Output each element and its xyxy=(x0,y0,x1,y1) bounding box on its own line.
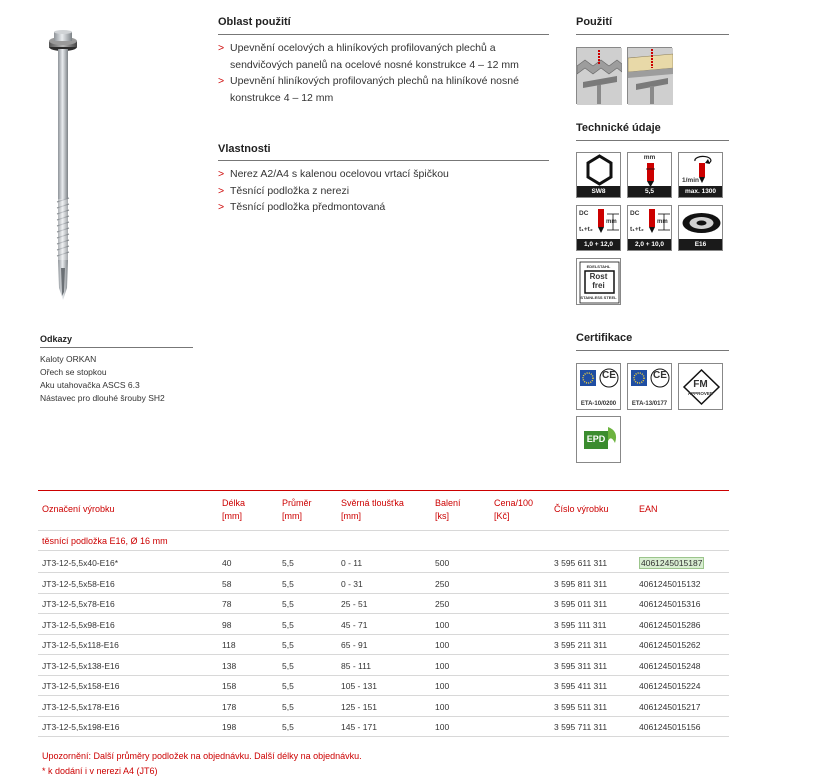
table-cell-pack xyxy=(435,578,449,590)
fm-label: FM xyxy=(693,379,708,390)
sw-value: SW8 xyxy=(577,186,620,197)
dc1-label: DC xyxy=(579,210,589,217)
drill-value: 5,5 xyxy=(628,186,671,197)
table-cell-ean xyxy=(639,721,700,733)
divider xyxy=(40,347,193,348)
cell-value: 100 xyxy=(435,660,450,671)
cell-value[interactable]: 4061245015316 xyxy=(639,599,701,609)
table-cell-clamp xyxy=(341,721,377,733)
column-header-diameter xyxy=(282,497,312,523)
reference-link[interactable]: Aku utahovačka ASCS 6.3 xyxy=(40,380,140,390)
cell-value: 5,5 xyxy=(282,578,294,589)
dc2-unit: mm xyxy=(657,219,668,225)
cell-value[interactable]: 4061245015132 xyxy=(639,578,701,589)
cell-value: JT3-12-5,5x158-E16 xyxy=(42,681,120,691)
cell-value: JT3-12-5,5x98-E16 xyxy=(42,619,115,630)
cell-value: 100 xyxy=(435,701,450,712)
table-cell-pack xyxy=(435,660,449,672)
clamping-thickness-icon xyxy=(576,205,621,251)
cell-value: 3 595 411 311 xyxy=(554,681,608,691)
washer-value: E16 xyxy=(679,239,722,250)
cell-value: JT3-12-5,5x178-E16 xyxy=(42,701,120,712)
cell-value: 58 xyxy=(222,578,232,589)
steel-profile-usage-icon xyxy=(576,47,621,104)
table-cell-name xyxy=(42,639,119,651)
cell-value: 250 xyxy=(435,578,450,589)
table-cell-clamp xyxy=(341,557,362,569)
cell-value: 138 xyxy=(222,660,237,671)
cell-value: 3 595 611 311 xyxy=(554,558,608,568)
column-header-name xyxy=(42,503,115,516)
table-cell-clamp xyxy=(341,680,377,692)
eta-number: ETA-10/0200 xyxy=(580,401,617,407)
cell-value: 158 xyxy=(222,681,237,691)
cell-value: 118 xyxy=(222,640,236,650)
table-cell-diameter xyxy=(282,721,294,733)
cell-value: 125 - 151 xyxy=(341,701,377,712)
rostfrei-line2: frei xyxy=(592,281,605,290)
divider xyxy=(38,550,729,551)
table-cell-length xyxy=(222,557,231,569)
divider xyxy=(218,160,549,161)
cell-value[interactable]: 4061245015286 xyxy=(639,619,701,630)
eta-ce-cert-icon xyxy=(576,363,621,410)
table-cell-ean xyxy=(639,598,700,610)
drill-unit: mm xyxy=(643,154,656,161)
cell-value[interactable]: 4061245015217 xyxy=(639,701,701,712)
cell-value: 3 595 011 311 xyxy=(554,599,608,609)
note-availability: Upozornění: Další průměry podložek na objednávku. Další délky na objednávku. xyxy=(42,751,362,761)
table-cell-name xyxy=(42,701,120,713)
table-cell-length xyxy=(222,660,236,672)
cell-value[interactable]: 4061245015187 xyxy=(641,558,703,568)
dc2-label: DC xyxy=(630,210,640,217)
cell-value[interactable]: 4061245015224 xyxy=(639,681,701,691)
cell-value: 100 xyxy=(435,640,450,650)
table-cell-article xyxy=(554,578,607,590)
dc2-range: 2,0 + 10,0 xyxy=(628,239,671,250)
divider xyxy=(576,34,729,35)
ce-mark: CE xyxy=(602,370,616,381)
row-divider xyxy=(38,736,729,737)
cell-value: 5,5 xyxy=(282,701,294,712)
table-cell-article xyxy=(554,680,607,692)
cell-value: 65 - 91 xyxy=(341,640,368,650)
cell-value: 3 595 111 311 xyxy=(554,619,607,630)
fm-sub: APPROVED xyxy=(687,391,714,396)
table-cell-diameter xyxy=(282,680,294,692)
cell-value: 3 595 711 311 xyxy=(554,722,608,732)
cell-value: 5,5 xyxy=(282,681,294,691)
cell-value: 145 - 171 xyxy=(341,722,377,732)
dc1-formula: t₁+t₂ xyxy=(579,226,593,233)
table-cell-diameter xyxy=(282,639,294,651)
divider xyxy=(218,34,549,35)
cell-value: JT3-12-5,5x138-E16 xyxy=(42,660,120,671)
row-divider xyxy=(38,572,729,573)
rostfrei-line1: Rost xyxy=(589,272,608,281)
header-line2: [mm] xyxy=(341,511,361,521)
table-cell-clamp xyxy=(341,639,367,651)
usage-area-list xyxy=(218,40,553,106)
row-divider xyxy=(38,675,729,676)
table-cell-ean xyxy=(639,701,700,713)
table-cell-name xyxy=(42,619,115,631)
column-header-pack xyxy=(435,497,461,523)
table-cell-clamp xyxy=(341,660,371,672)
table-cell-name xyxy=(42,598,115,610)
cell-value: 0 - 11 xyxy=(341,558,363,568)
references-title: Odkazy xyxy=(40,334,73,344)
cell-value: 5,5 xyxy=(282,619,294,630)
header-line2: [Kč] xyxy=(494,511,510,521)
header-line1: Délka xyxy=(222,498,246,508)
cell-value[interactable]: 4061245015156 xyxy=(639,722,701,732)
cell-value: JT3-12-5,5x198-E16 xyxy=(42,722,120,732)
usage-title: Použití xyxy=(576,16,613,28)
cell-value: 0 - 31 xyxy=(341,578,363,589)
reference-link[interactable]: Ořech se stopkou xyxy=(40,367,107,377)
table-cell-diameter xyxy=(282,701,294,713)
table-cell-diameter xyxy=(282,578,294,590)
cell-value: 3 595 511 311 xyxy=(554,701,608,712)
cell-value: 3 595 311 311 xyxy=(554,660,608,671)
table-cell-ean xyxy=(639,639,700,651)
group-label: těsnící podložka E16, Ø 16 mm xyxy=(42,536,168,546)
divider xyxy=(38,530,729,531)
table-cell-clamp xyxy=(341,701,377,713)
dc1-range: 1,0 + 12,0 xyxy=(577,239,620,250)
table-cell-length xyxy=(222,721,236,733)
cell-value: 198 xyxy=(222,722,237,732)
column-header-clamp xyxy=(341,497,404,523)
table-cell-clamp xyxy=(341,578,363,590)
table-cell-article xyxy=(554,660,607,672)
table-cell-ean xyxy=(639,680,700,692)
cell-value: 40 xyxy=(222,558,232,568)
reference-link[interactable]: Nástavec pro dlouhé šrouby SH2 xyxy=(40,393,165,403)
list-item: > Těsnící podložka z nerezi xyxy=(218,183,553,200)
cell-value: 5,5 xyxy=(282,640,294,650)
cell-value: JT3-12-5,5x118-E16 xyxy=(42,640,119,650)
header-line1: Balení xyxy=(435,498,461,508)
table-cell-name xyxy=(42,680,120,692)
cell-value: 250 xyxy=(435,599,450,609)
cell-value: 3 595 811 311 xyxy=(554,578,608,589)
list-item: > Upevnění ocelových a hliníkových profilovaných plechů a sendvičových panelů na ocelové nosné konstrukce 4 – 12 mm xyxy=(218,40,553,73)
row-divider xyxy=(38,634,729,635)
hex-socket-sw8-icon xyxy=(576,152,621,198)
usage-area-title: Oblast použití xyxy=(218,16,291,28)
epd-label: EPD xyxy=(586,434,606,444)
rpm-value: max. 1300 xyxy=(679,186,722,197)
cell-value: 500 xyxy=(435,558,450,568)
table-cell-diameter xyxy=(282,619,294,631)
column-header-length xyxy=(222,497,245,523)
table-cell-length xyxy=(222,619,231,631)
table-cell-pack xyxy=(435,680,449,692)
rostfrei-top: EDELSTAHL xyxy=(586,264,611,269)
cell-value: 5,5 xyxy=(282,558,294,568)
table-cell-ean xyxy=(639,557,704,569)
rpm-unit: 1/min xyxy=(682,177,699,184)
table-top-rule xyxy=(38,490,729,491)
column-header-ean xyxy=(639,503,658,516)
rostfrei-icon xyxy=(576,258,621,305)
row-divider xyxy=(38,593,729,594)
table-cell-article xyxy=(554,619,606,631)
properties-title: Vlastnosti xyxy=(218,143,271,155)
list-item: > Upevnění hliníkových profilovaných plechů na hliníkové nosné konstrukce 4 – 12 mm xyxy=(218,73,553,106)
divider xyxy=(576,350,729,351)
table-cell-article xyxy=(554,598,607,610)
cell-value: 5,5 xyxy=(282,660,294,671)
header-line2: [ks] xyxy=(435,511,450,521)
table-cell-pack xyxy=(435,557,449,569)
table-cell-ean xyxy=(639,660,700,672)
table-cell-pack xyxy=(435,598,449,610)
rpm-icon xyxy=(678,152,723,198)
cell-value: 5,5 xyxy=(282,599,294,609)
fm-approved-icon xyxy=(678,363,723,410)
cell-value: 178 xyxy=(222,701,237,712)
table-cell-clamp xyxy=(341,619,367,631)
reference-link[interactable]: Kaloty ORKAN xyxy=(40,354,97,364)
row-divider xyxy=(38,613,729,614)
cell-value: 100 xyxy=(435,722,450,732)
table-cell-ean xyxy=(639,578,700,590)
cell-value: 105 - 131 xyxy=(341,681,377,691)
certifications-title: Certifikace xyxy=(576,332,633,344)
cell-value: JT3-12-5,5x78-E16 xyxy=(42,599,115,609)
table-cell-length xyxy=(222,680,236,692)
washer-icon xyxy=(678,205,723,251)
header-line1: Svěrná tloušťka xyxy=(341,498,404,508)
drill-diameter-icon xyxy=(627,152,672,198)
list-item: > Nerez A2/A4 s kalenou ocelovou vrtací špičkou xyxy=(218,166,553,183)
sandwich-panel-usage-icon xyxy=(627,47,672,104)
rostfrei-bottom: STAINLESS STEEL xyxy=(580,295,617,300)
table-cell-pack xyxy=(435,639,449,651)
cell-value[interactable]: 4061245015248 xyxy=(639,660,701,671)
header-line1: Cena/100 xyxy=(494,498,534,508)
table-cell-clamp xyxy=(341,598,367,610)
table-cell-diameter xyxy=(282,660,294,672)
header-line1: EAN xyxy=(639,504,658,514)
table-cell-article xyxy=(554,721,607,733)
table-cell-name xyxy=(42,660,120,672)
cell-value: 25 - 51 xyxy=(341,599,368,609)
cell-value: JT3-12-5,5x58-E16 xyxy=(42,578,115,589)
cell-value: 98 xyxy=(222,619,232,630)
divider xyxy=(576,140,729,141)
table-cell-length xyxy=(222,598,231,610)
table-cell-pack xyxy=(435,701,449,713)
cell-value: 45 - 71 xyxy=(341,619,368,630)
cell-value: 100 xyxy=(435,619,450,630)
table-cell-article xyxy=(554,557,607,569)
table-cell-length xyxy=(222,701,236,713)
header-line2: [mm] xyxy=(282,511,302,521)
row-divider xyxy=(38,654,729,655)
cell-value: 3 595 211 311 xyxy=(554,640,608,650)
cell-value: 85 - 111 xyxy=(341,660,371,671)
cell-value: 5,5 xyxy=(282,722,294,732)
table-cell-pack xyxy=(435,721,449,733)
references-list xyxy=(40,353,210,405)
dc2-formula: t₁+t₂ xyxy=(630,226,644,233)
list-item: > Těsnící podložka předmontovaná xyxy=(218,199,553,216)
cell-value: 78 xyxy=(222,599,232,609)
column-header-price xyxy=(494,497,533,523)
table-cell-name xyxy=(42,578,115,590)
table-cell-diameter xyxy=(282,557,294,569)
row-divider xyxy=(38,695,729,696)
tech-data-title: Technické údaje xyxy=(576,122,661,134)
column-header-article xyxy=(554,503,609,516)
header-line1: Označení výrobku xyxy=(42,504,115,514)
table-cell-name xyxy=(42,557,118,569)
eta-number: ETA-13/0177 xyxy=(631,401,668,407)
cell-value[interactable]: 4061245015262 xyxy=(639,640,701,650)
table-cell-diameter xyxy=(282,598,294,610)
epd-cert-icon xyxy=(576,416,621,463)
cell-value: 100 xyxy=(435,681,450,691)
clamping-thickness-alu-icon xyxy=(627,205,672,251)
header-line2: [mm] xyxy=(222,511,242,521)
properties-list xyxy=(218,166,553,216)
header-line1: Průměr xyxy=(282,498,312,508)
dc1-unit: mm xyxy=(606,219,617,225)
table-cell-pack xyxy=(435,619,449,631)
table-cell-ean xyxy=(639,619,700,631)
table-cell-name xyxy=(42,721,120,733)
table-cell-length xyxy=(222,639,236,651)
eta-ce-cert-2-icon xyxy=(627,363,672,410)
note-a4: * k dodání i v nerezi A4 (JT6) xyxy=(42,766,158,776)
table-cell-article xyxy=(554,701,607,713)
ce-mark: CE xyxy=(653,370,667,381)
cell-value: JT3-12-5,5x40-E16* xyxy=(42,558,119,568)
screw-product-image xyxy=(38,30,88,305)
header-line1: Číslo výrobku xyxy=(554,504,609,514)
table-cell-article xyxy=(554,639,607,651)
row-divider xyxy=(38,716,729,717)
table-cell-length xyxy=(222,578,231,590)
